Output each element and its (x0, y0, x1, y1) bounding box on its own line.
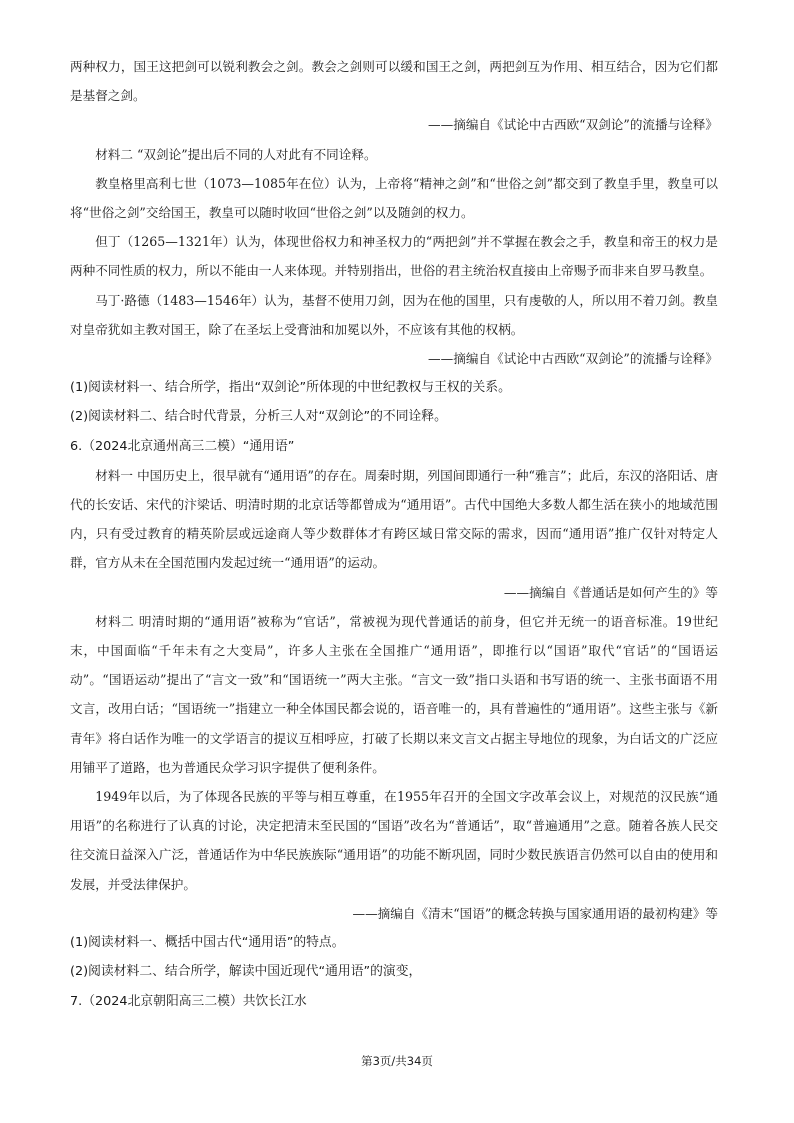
material-two-dante: 但丁（1265—1321年）认为，体现世俗权力和神圣权力的“两把剑”并不掌握在教会之手，教皇和帝王的权力是两种不同性质的权力，所以不能由一人来体现。并特别指出，世俗的君主统治权直接由上帝赐予而非来自罗马教皇。 (70, 234, 718, 279)
material-two-continued: 1949年以后，为了体现各民族的平等与相互尊重，在1955年召开的全国文字改革会议上，对规范的汉民族“通用语”的名称进行了认真的讨论，决定把清末至民国的“国语”改名为“普通话”，取“普遍通用”之意。随着各族人民交往交流日益深入广泛，普通话作为中华民族族际“通用语”的功能不断巩固，同时少数民族语言仍然可以自由的使用和发展，并受法律保护。 (70, 789, 718, 892)
material-two-luther: 马丁·路德（1483—1546年）认为，基督不使用刀剑，因为在他的国里，只有虔敬的人，所以用不着刀剑。教皇对皇帝犹如主教对国王，除了在圣坛上受膏油和加冕以外，不应该有其他的权柄。 (70, 292, 718, 337)
question-2: (2)阅读材料二、结合所学，解读中国近现代“通用语”的演变， (70, 964, 422, 980)
question-1: (1)阅读材料一、概括中国古代“通用语”的特点。 (70, 935, 345, 951)
material-two-gregory: 教皇格里高利七世（1073—1085年在位）认为，上帝将“精神之剑”和“世俗之剑”都交到了教皇手里，教皇可以将“世俗之剑”交给国王，教皇可以随时收回“世俗之剑”以及随剑的权力。 (70, 175, 718, 221)
question-1: (1)阅读材料一、结合所学，指出“双剑论”所体现的中世纪教权与王权的关系。 (70, 380, 511, 396)
source-citation: ——摘编自《试论中古西欧“双剑论”的流播与诠释》 (428, 351, 718, 367)
source-citation: ——摘编自《普通话是如何产生的》等 (503, 584, 718, 600)
problem-7-title: 7.（2024北京朝阳高三二模）共饮长江水 (70, 993, 307, 1009)
material-one-continuation: 两种权力，国王这把剑可以锐利教会之剑。教会之剑则可以缓和国王之剑，两把剑互为作用、相互结合，因为它们都是基督之剑。 (70, 59, 718, 104)
document-page (70, 52, 718, 1016)
material-two: 材料二 明清时期的“通用语”被称为“官话”，常被视为现代普通话的前身，但它并无统一的语音标准。19世纪末，中国面临“千年未有之大变局”，许多人主张在全国推广“通用语”，即推行以“国语”取代“官话”的“国语运动”。“国语运动”提出了“言文一致”和“国语统一”两大主张。“言文一致”指口头语和书写语的统一、主张书面语不用文言，改用白话；“国语统一”指建立一种全体国民都会说的，语音唯一的，具有普遍性的“通用语”。这些主张与《新青年》将白话作为唯一的文学语言的提议互相呼应，打破了长期以来文言文占据主导地位的现象，为白话文的广泛应用铺平了道路，也为普通民众学习识字提供了便利条件。 (70, 613, 718, 775)
material-one: 材料一 中国历史上，很早就有“通用语”的存在。周秦时期，列国间即通行一种“雅言”；此后，东汉的洛阳话、唐代的长安话、宋代的汴梁话、明清时期的北京话等都曾成为“通用语”。古代中国绝大多数人都生活在狭小的地域范围内，只有受过教育的精英阶层或远途商人等少数群体才有跨区域日常交际的需求，因而“通用语”推广仅针对特定人群，官方从未在全国范围内发起过统一“通用语”的运动。 (70, 467, 718, 571)
material-two-heading: 材料二 “双剑论”提出后不同的人对此有不同诠释。 (95, 146, 377, 162)
page-number: 第3页/共34页 (361, 1054, 433, 1068)
source-citation: ——摘编自《清末“国语”的概念转换与国家通用语的最初构建》等 (352, 905, 718, 921)
question-2: (2)阅读材料二、结合时代背景，分析三人对“双剑论”的不同诠释。 (70, 409, 447, 425)
problem-6-title: 6.（2024北京通州高三二模）“通用语” (70, 438, 295, 454)
source-citation: ——摘编自《试论中古西欧“双剑论”的流播与诠释》 (428, 117, 718, 133)
